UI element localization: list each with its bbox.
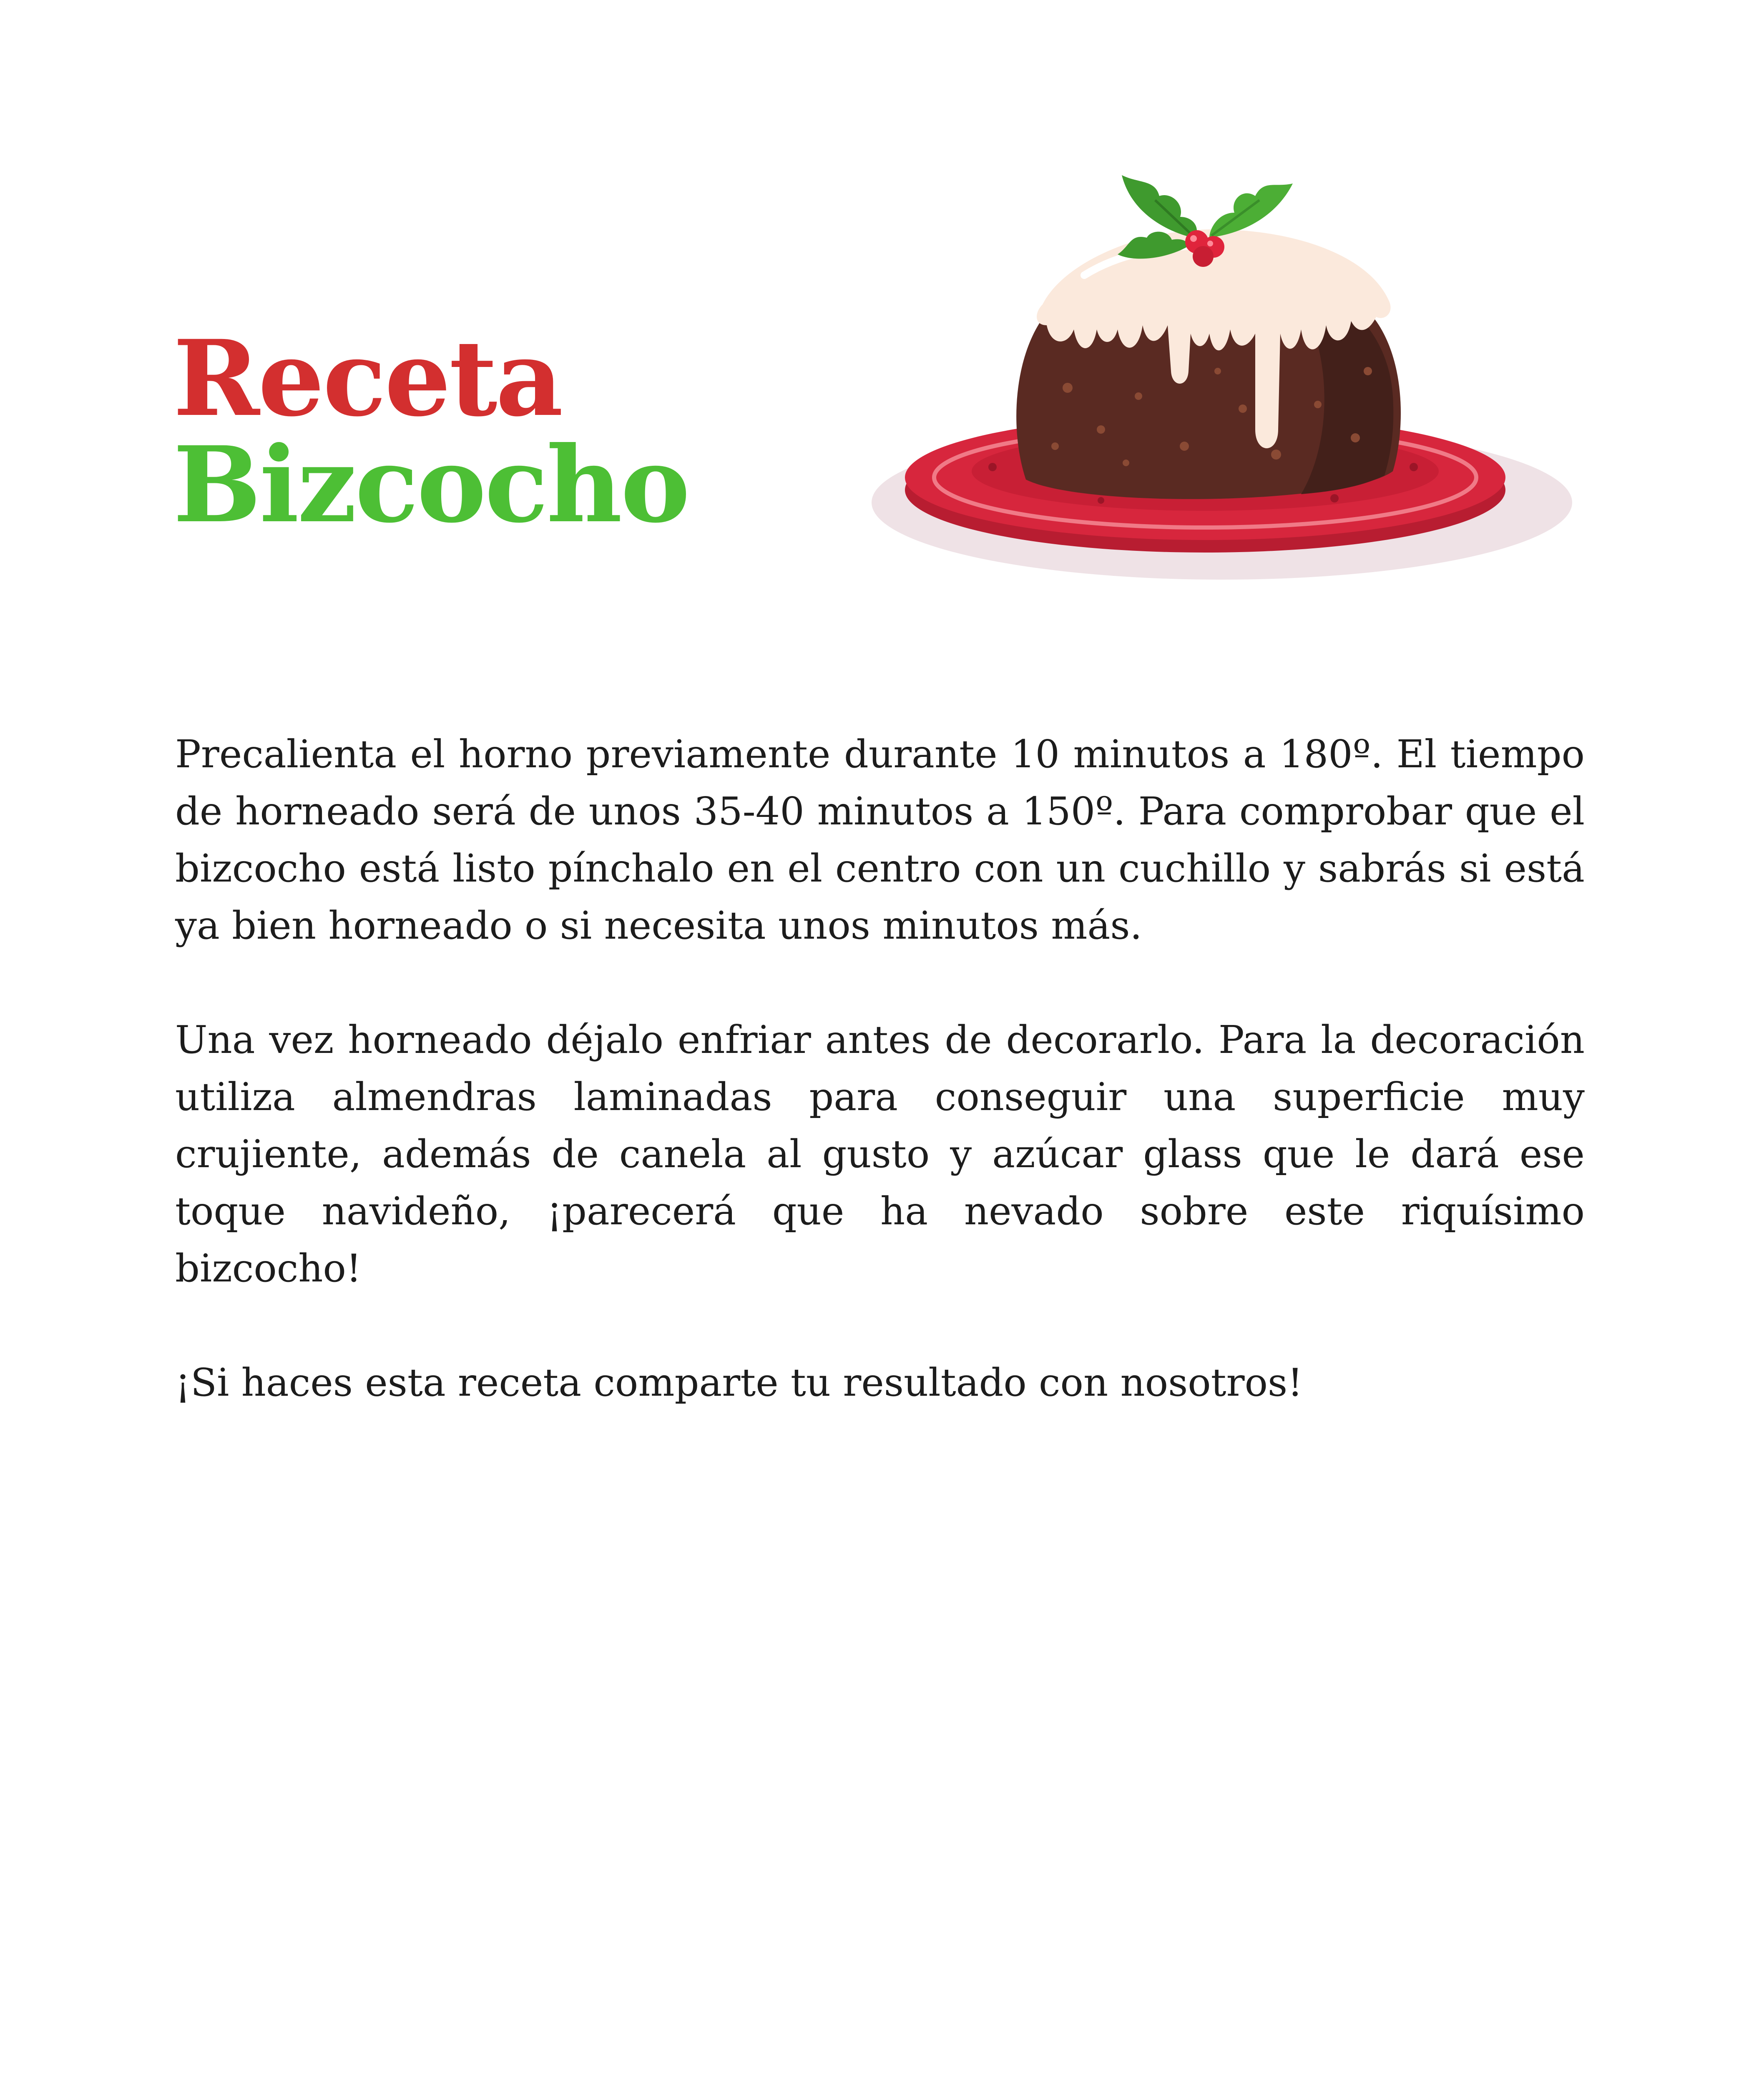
title-line-receta: Receta — [173, 317, 562, 440]
recipe-instructions — [175, 726, 1585, 1468]
paragraph-preheat: Precalienta el horno previamente durante 10 minutos a 180º. El tiempo de horneado será de unos 35-40 minutos a 150º. Para comprobar que el bizcocho está listo pínchalo en el centro con un cuchillo y sabrás si está ya bien horneado o si necesita unos minutos más. — [175, 732, 1585, 948]
holly-leaf-right — [1209, 183, 1293, 238]
paragraph-share: ¡Si haces esta receta comparte tu resultado con nosotros! — [175, 1360, 1303, 1405]
holly-berry — [1193, 246, 1214, 267]
paragraph-decorate: Una vez horneado déjalo enfriar antes de decorarlo. Para la decoración utiliza almendras laminadas para conseguir una superficie muy crujiente, además de canela al gusto y azúcar glass que le dará ese toque navideño, ¡parecerá que ha nevado sobre este riquísimo bizcocho! — [175, 1017, 1585, 1291]
christmas-pudding-icon — [867, 138, 1576, 642]
title-line-bizcocho: Bizcocho — [173, 423, 689, 546]
recipe-title — [173, 317, 840, 546]
